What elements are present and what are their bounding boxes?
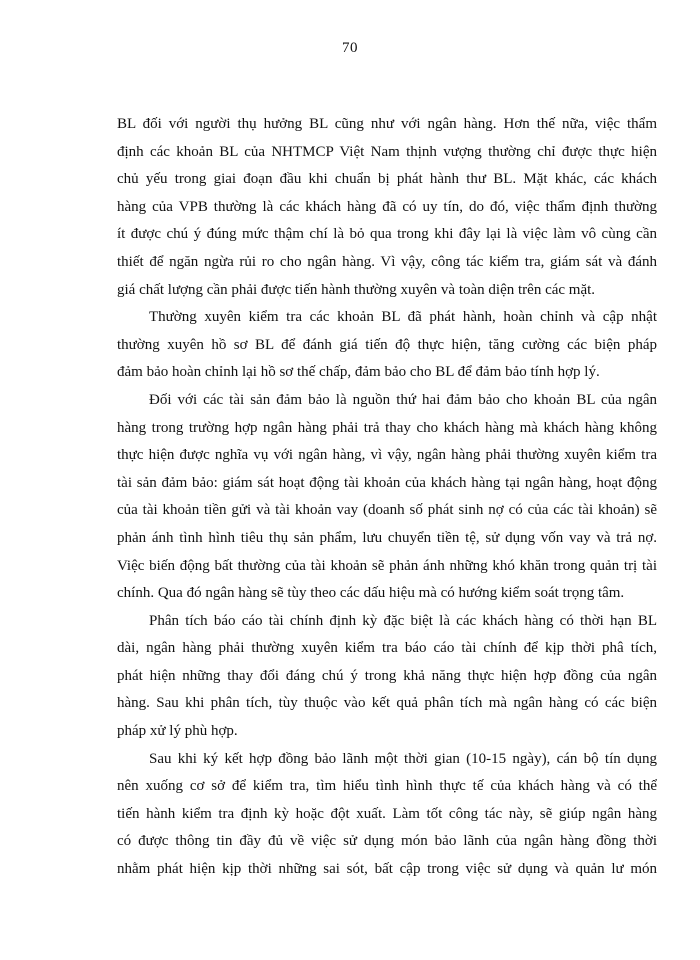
paragraph-2 [117, 304, 657, 387]
text-line: Phân tích báo cáo tài chính định kỳ đặc biệt là các khách hàng có thời hạn BL [149, 612, 657, 629]
text-line: nên xuống cơ sở để kiểm tra, tìm hiểu tình hình thực tế của khách hàng và có thể [117, 778, 657, 795]
paragraph-1 [117, 111, 657, 304]
text-line: có được thông tin đầy đủ về việc sử dụng món bảo lãnh của ngân hàng đồng thời [117, 833, 657, 850]
text-line: giá chất lượng cần phải được tiến hành thường xuyên và toàn diện trên các mặt. [117, 281, 596, 298]
text-line: pháp xử lý phù hợp. [117, 723, 238, 740]
text-line: của tài khoản tiền gửi và tài khoản vay (doanh số phát sinh nợ có của các tài khoản) sẽ [117, 502, 657, 519]
body-text [117, 111, 657, 884]
text-line: định các khoản BL của NHTMCP Việt Nam thịnh vượng thường chỉ được thực hiện [117, 143, 657, 160]
text-line: chính. Qua đó ngân hàng sẽ tùy theo các dấu hiệu mà có hướng kiểm soát trọng tâm. [117, 585, 625, 602]
text-line: dài, ngân hàng phải thường xuyên kiểm tra báo cáo tài chính để kịp thời phâ tích, [117, 640, 657, 657]
text-line: tiến hành kiểm tra định kỳ hoặc đột xuất. Làm tốt công tác này, sẽ giúp ngân hàng [117, 805, 657, 822]
text-line: hàng trong trường hợp ngân hàng phải trả thay cho khách hàng mà khách hàng không [117, 419, 657, 436]
text-line: hàng của VPB thường là các khách hàng đã có uy tín, do đó, việc thẩm định thường [117, 198, 657, 215]
text-line: thực hiện được nghĩa vụ với ngân hàng, vì vậy, ngân hàng phải thường xuyên kiểm tra [117, 447, 657, 464]
text-line: Thường xuyên kiểm tra các khoản BL đã phát hành, hoàn chỉnh và cập nhật [149, 309, 657, 326]
text-line: thiết để ngăn ngừa rủi ro cho ngân hàng. Vì vậy, công tác kiểm tra, giám sát và đánh [117, 253, 657, 270]
paragraph-5 [117, 746, 657, 884]
text-line: phản ánh tình hình tiêu thụ sản phẩm, lưu chuyển tiền tệ, sử dụng vốn vay và trả nợ. [117, 529, 657, 546]
text-line: Sau khi ký kết hợp đồng bảo lãnh một thời gian (10-15 ngày), cán bộ tín dụng [149, 750, 657, 767]
text-line: Việc biến động bất thường của tài khoản sẽ phản ánh những khó khăn trong quản trị tài [117, 557, 657, 574]
text-line: ít được chú ý đúng mức thậm chí là bỏ qua trong khi đây lại là việc làm vô cùng cần [117, 226, 657, 243]
paragraph-3 [117, 387, 657, 608]
text-line: đảm bảo hoàn chỉnh lại hồ sơ thế chấp, đảm bảo cho BL để đảm bảo tính hợp lý. [117, 364, 600, 381]
text-line: tài sản đảm bảo: giám sát hoạt động tài khoản của khách hàng tại ngân hàng, hoạt động [117, 474, 657, 491]
text-line: nhằm phát hiện kịp thời những sai sót, bất cập trong việc sử dụng và quản lư món [117, 861, 657, 878]
text-line: thường xuyên hồ sơ BL để đánh giá tiến độ thực hiện, tăng cường các biện pháp [117, 336, 657, 353]
text-line: BL đối với người thụ hưởng BL cũng như với ngân hàng. Hơn thế nữa, việc thẩm [117, 116, 657, 132]
page-number: 70 [342, 40, 358, 56]
text-line: phát hiện những thay đổi đáng chú ý trong khả năng thực hiện hợp đồng của ngân [117, 667, 657, 684]
text-line: chủ yếu trong giai đoạn đầu khi chuẩn bị phát hành thư BL. Mặt khác, các khách [117, 171, 657, 188]
text-line: hàng. Sau khi phân tích, tùy thuộc vào kết quả phân tích mà ngân hàng có các biện [117, 695, 657, 712]
text-line: Đối với các tài sản đảm bảo là nguồn thứ hai đảm bảo cho khoản BL của ngân [149, 391, 657, 408]
paragraph-4 [117, 608, 657, 746]
